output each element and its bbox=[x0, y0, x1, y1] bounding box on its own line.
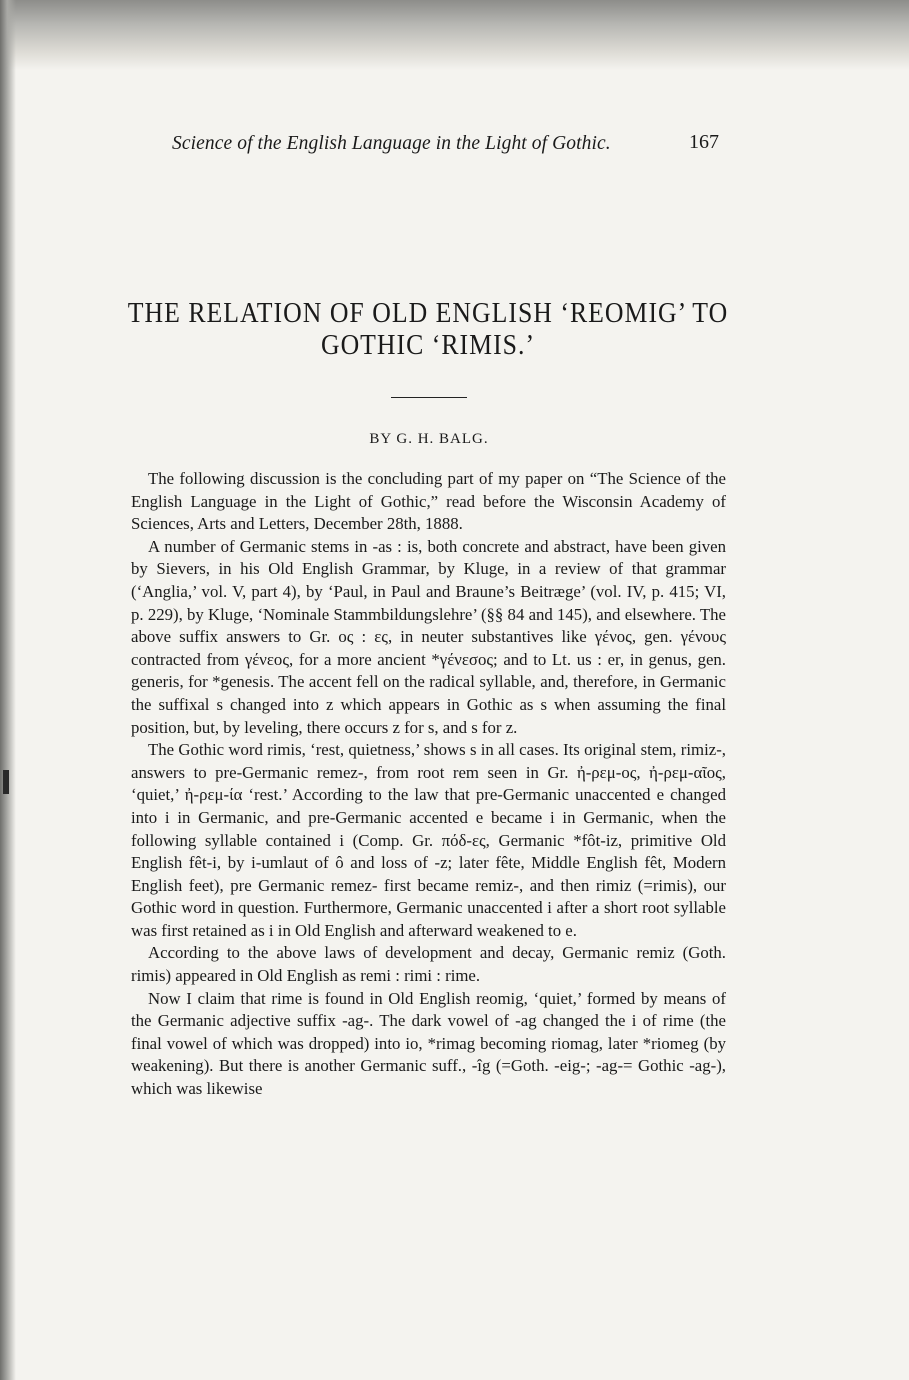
article-title-line-1: THE RELATION OF OLD ENGLISH ‘REOMIG’ TO bbox=[127, 298, 729, 329]
author-byline: BY G. H. BALG. bbox=[369, 431, 489, 447]
running-head-title: Science of the English Language in the Light of Gothic. bbox=[172, 133, 611, 154]
article-title bbox=[126, 298, 730, 362]
paragraph-4: According to the above laws of development and decay, Germanic remiz (Goth. rimis) appeared in Old English as remi : rimi : rime. bbox=[131, 943, 726, 986]
running-head bbox=[150, 131, 725, 161]
paragraph-2: A number of Germanic stems in -as : is, both concrete and abstract, have been given by Sievers, in his Old English Grammar, by Kluge, in a review of that grammar (‘Anglia,’ vol. V, part 4), by ‘Paul, in Paul and Braune’s Beitræge’ (vol. IV, p. 415; VI, p. 229), by Kluge, ‘Nominale Stammbildungslehre’ (§§ 84 and 145), and elsewhere. The above suffix answers to Gr. ος : ες, in neuter substantives like γένος, gen. γένους contracted from γένεος, for a more ancient *γένεσος; and to Lt. us : er, in genus, gen. generis, for *genesis. The accent fell on the radical syllable, and, therefore, in Germanic the suffixal s changed into z which appears in Gothic as s when assuming the final position, but, by leveling, there occurs z for s, and s for z. bbox=[131, 536, 726, 737]
paragraph-3: The Gothic word rimis, ‘rest, quietness,’ shows s in all cases. Its original stem, rimiz-, answers to pre-Germanic remez-, from root rem seen in Gr. ἠ-ρεμ-ος, ἠ-ρεμ-αῖος, ‘quiet,’ ἠ-ρεμ-ία ‘rest.’ According to the law that pre-Germanic unaccented e changed into i in Germanic, and pre-Germanic accented e became i in Germanic, when the following syllable contained i (Comp. Gr. πόδ-ες, Germanic *fôt-iz, primitive Old English fêt-i, by i-umlaut of ô and loss of -z; later fête, Middle English fêt, Modern English feet), pre Germanic remez- first became remiz-, and then rimiz (=rimis), our Gothic word in question. Furthermore, Germanic unaccented i after a short root syllable was first retained as i in Old English and afterward weakened to e. bbox=[131, 740, 726, 940]
scan-shadow-top bbox=[0, 0, 909, 70]
scan-artifact bbox=[3, 770, 9, 794]
paragraph-1: The following discussion is the concluding part of my paper on “The Science of the English Language in the Light of Gothic,” read before the Wisconsin Academy of Sciences, Arts and Letters, December 28th, 1888. bbox=[131, 469, 726, 534]
article-title-line-2: GOTHIC ‘RIMIS.’ bbox=[320, 330, 536, 361]
paragraph-5: Now I claim that rime is found in Old English reomig, ‘quiet,’ formed by means of the Germanic adjective suffix -ag-. The dark vowel of -ag changed the i of rime (the final vowel of which was dropped) into io, *rimag becoming riomag, later *riomeg (by weakening). But there is another Germanic suff., -îg (=Goth. -eig-; -ag-= Gothic -ag-), which was likewise bbox=[131, 988, 726, 1099]
article-body bbox=[131, 468, 726, 1101]
title-divider bbox=[391, 397, 467, 398]
page-number: 167 bbox=[689, 131, 719, 153]
scan-shadow-left bbox=[0, 0, 16, 1380]
